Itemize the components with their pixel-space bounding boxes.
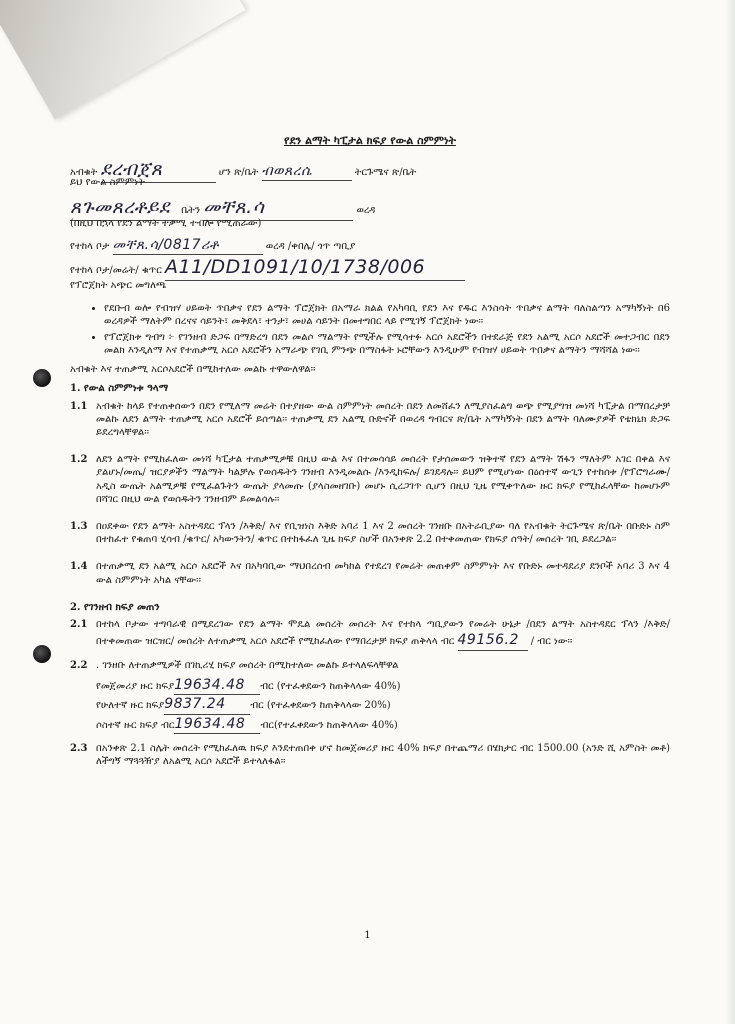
clause-text: በተጠቃሚ ደን አልሚ አርሶ አደሮች እና በአካባቢው ማህበረሰብ መካከል የተደረገ የመሬት መጠቀም ስምምነት እና የቡድኑ መተዳደሪያ ደንቦች አባሪ 3 እና 4 ውል ስምምነት አካል ናቸው፡፡ — [96, 561, 670, 586]
kebele-label: ወረዳ /ቀበሌ/ ጎጥ ጣቢያ — [265, 240, 356, 252]
contract-line — [70, 176, 670, 195]
code-label: የተከላ ቦታ/መሬት/ ቁጥር — [70, 264, 162, 276]
section-1-title: 1. የውል ስምምነቱ ዓላማ — [70, 383, 169, 395]
site-line — [70, 236, 670, 255]
clause-2-1 — [70, 618, 670, 651]
clause-text: በዐደቀው የደን ልማት አስተዳደር ፕላን /እቅድ/ እና የቢዝነስ እቅድ አባሪ 1 እና 2 መሰረት ገንዘቡ በአትራቢያው ባለ የአብቁት ትርጉሜና ጽ/ቤት በቡድኑ ስም በተከፈተ የቁጠባ ሂሳብ /ቁጥር/ አካውንትን/ ቁጥር በተከፋፈለ ጊዜ ክፍያ ስሆች በአንቀጽ 2.2 በተቀመጠው የክፍያ ሰዓት/ መሰረት ገቢ ይደረጋል፡፡ — [96, 520, 670, 546]
code-value: A11/DD1091/10/1738/006 — [165, 255, 465, 281]
project-heading-line — [70, 279, 670, 298]
installment-tail: ብር(የተፈቀደውን ከጠቅላላው 40%) — [260, 719, 398, 731]
clause-1-4 — [70, 560, 670, 586]
clause-number: 2.2 — [70, 659, 88, 671]
party-line — [70, 157, 670, 180]
project-bullets — [70, 302, 670, 358]
clause-number: 1.3 — [70, 520, 88, 532]
installment-value: 19634.48 — [174, 715, 260, 734]
clause-tail: / ብር ነው፡፡ — [530, 636, 573, 648]
office-label: ሆን ጽ/ቤት — [218, 166, 259, 178]
site-value: መቸጸ.ሳ/0817ሪቶ — [113, 236, 263, 255]
party-value: ደረብጀጸ — [101, 157, 216, 183]
site-label: የተከላ ቦታ — [70, 240, 110, 252]
installment-tail: ብር (የተፈቀደውን ከጠቅላላው 20%) — [250, 700, 391, 712]
total-amount: 49156.2 — [458, 631, 528, 650]
clause-2-3 — [70, 742, 670, 768]
installment-row — [96, 695, 670, 714]
installment-value: 9837.24 — [164, 695, 250, 714]
list-item: • የፕሮጀክቱ ግብግ ፦ የገንዘብ ድጋፍ በማድረግ በደን መልሶ ማልማት የሚችሉ የሚሳተፉ አርሶ አደሮችን በተደራጅ የደን አልሚ አርሶ አደሮች መተጋብር በደን መልክ እንዲለማ እና የተጠቃሚ አርሶ አደሮችን አማራጭ የገቢ ምንጭ በማስፋት ኑሮቸውን እንዲሁም የብዝሃ ሀይወት ጥበቃና ልማትን ማሻሻል ነው፡፡ — [104, 331, 670, 357]
woreda-value: መቸጸ.ሳ — [203, 195, 353, 221]
clause-number: 1.1 — [70, 400, 88, 412]
clause-1-1 — [70, 400, 670, 440]
clause-text: በአንቀጽ 2.1 ስሌት መሰረት የሚከፈለዉ ክፍያ እንደተጠበቀ ሆኖ ከመጀመሪያ ዙር 40% ክፍያ በተጨማሪ በሄክታር ብር 1500.00 (አንድ ሺ አምስት መቶ) ለችግኝ ማጓጓዥያ ለአልሚ አርሶ አደሮች ይተላለፋል፡፡ — [96, 743, 670, 768]
installment-row — [96, 715, 670, 734]
clause-1-2 — [70, 453, 670, 506]
place-line — [70, 195, 670, 217]
clause-2-1-body — [96, 618, 670, 651]
place-value: ጸጉመጸረቶይደ — [70, 195, 178, 221]
clause-1-3 — [70, 520, 670, 546]
clause-number: 1.2 — [70, 454, 88, 466]
installment-tail: ብር (የተፈቀደውን ከጠቅላላው 40%) — [260, 680, 401, 692]
installment-label: ሶስተኛ ዙር ክፍያ ብር — [96, 719, 175, 731]
agency-label: ትርጉሜና ጽ/ቤት — [354, 166, 417, 178]
punch-hole — [33, 369, 51, 387]
farmer-line — [70, 217, 670, 236]
code-line — [70, 255, 670, 279]
folded-corner — [0, 0, 246, 120]
page-edge-shadow — [725, 0, 735, 1024]
clause-2-2 — [70, 659, 670, 672]
document-body — [70, 134, 670, 783]
project-label: የፕሮጀክት አጭር መግለጫ — [70, 279, 167, 291]
installment-label: የመጀመሪያ ዙር ክፍያ — [96, 680, 175, 692]
intro-line: አብቁት እና ተጠቃሚ አርሶአደሮች በሚከተለው መልኩ ተዋውለዋል፡፡ — [70, 364, 316, 376]
clause-number: 2.1 — [70, 618, 88, 630]
office-value: ብወጸረሴ — [262, 162, 352, 181]
clause-number: 1.4 — [70, 561, 88, 573]
clause-text: አብቁት ከላይ የተጠቀሰውን በደን የሚለማ መሬት በተያዘው ውል ስምምነት መሰረት በደን ለመሸፈን ለሚያስፈልግ ወጭ የሚያግዝ መነሻ ካፒታል በማበረታቻ መልኩ ለደን ልማት ተጠቃሚ አርሶ አደሮች ይሰጣል፡፡ ተጠቃሚ ደን አልሚ ቡድኖች በወረዳ ግብርና ጽ/ቤት አማካኝነት በደን ልማት ባለሙያዎች የቴክኒክ ድጋፍ ይደረግላቸዋል፡፡ — [96, 400, 670, 439]
installment-list — [96, 676, 670, 734]
woreda-label: ወረዳ — [356, 204, 376, 216]
place-label: ቤትን — [181, 204, 201, 216]
installment-value: 19634.48 — [174, 676, 260, 695]
clause-text: በተከላ ቦታው ተግባራዊ በሚደረገው የደን ልማት ሞዴል መሰረት መሰረት እና የተከላ ጣቢያውን የመሬት ሁኔታ /በደን ልማት አስተዳደር ፕላን /እቅድ/ በተቀመጠው ዝርዝር/ መሰረት ለተጠቃሚ አርሶ አደሮች የሚከፈለው የማበረታቻ ክፍያ ጠቅላላ ብር — [96, 618, 670, 648]
clause-text: . ገንዘቡ ለተጠቃሚዎች በገኪሪሂ ክፍያ መሰረት በሚከተለው መልኩ ይተላለፍላቸዋል — [96, 659, 399, 671]
list-item: • የደቡብ ወሎ የብዝሃ ሀይወት ጥበቃና የደን ልማት ፕሮጀክት በአማራ ክልል የአካባቢ የደን እና የዱር እንስሳት ጥበቃና ልማት ባለስልጣን አማካኝነት በ6 ወረዳዎች ማለትም በረናና ሳይንት፣ መቅደላ፣ ተንታ፣ መሀል ሳይንት በመተግበር ላይ የሚገኝ ፕሮጀክት ነው፡፡ — [104, 302, 670, 328]
clause-number: 2.3 — [70, 743, 88, 755]
section-2-title: 2. የገንዘብ ክፍያ መጠን — [70, 601, 160, 613]
party-label: አብቁት — [70, 166, 98, 178]
farmer-label: (በዚህ በኋላ የደን ልማት ተቃሚ ተብሎ የሚጠራው) — [70, 217, 262, 229]
punch-hole — [33, 645, 51, 663]
clause-text: ለደን ልማት የሚከፈለው መነሻ ካፒታል ተጠቃሚዎቹ በዚህ ውል እና በተመሳሳይ መሰረት የታሰመውን ዝቅተኛ የደን ልማት ሽፋን ማለትም አገር በቀል እና ያልሆኑ/መጤ/ ዝርያዎችን ማልማት ካልቻሉ የወሰዱትን ገንዘብ እንዲመልሱ /እንዲከፍሉ/ ይገደዳሉ፡፡ ይህም የሚሆነው በዕሰተኛ ውጊን የተከሰቱ /የፕሮግራሙ/አዲስ ውጤት አልሚዎቹ የሚፈልጉትን ውጤት ያላመጡ (ያላስመዘገቡ) መሆኑ ሲረጋገጥ ሲሆን በዚህ ጊዜ የሚቀጥለው ዙር ክፍያ የሚከፈላቸው ከመሆኑም በሻገር በዚህ ውል የወሰዱትን ገንዘብም ይመልሳሉ፡፡ — [96, 454, 670, 505]
contract-label: ይህ የውል ስምምነት — [70, 176, 145, 188]
document-title: የደን ልማት ካፒታል ክፍያ የውል ስምምነት — [284, 134, 456, 147]
installment-label: የሁለተኛ ዙር ክፍያ — [96, 700, 165, 712]
page-number: 1 — [364, 930, 371, 941]
installment-row — [96, 676, 670, 695]
